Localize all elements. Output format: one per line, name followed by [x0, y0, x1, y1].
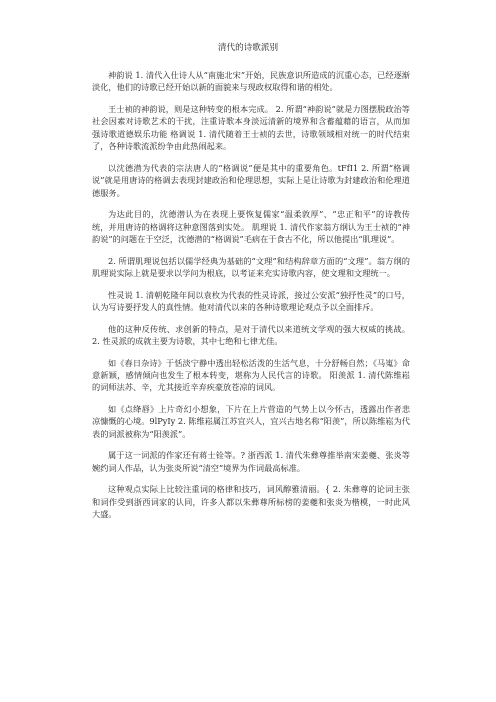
paragraph-1: 神韵说 1. 清代入仕诗人从“南施北宋”开始，民族意识所造成的沉重心态，已经逐渐淡化，他们的诗歌已经开始以新的面貌来与现政权取得和谐的相处。: [92, 70, 410, 93]
paragraph-7: 他的这种反传统、求创新的特点，是对于清代以来道统文学观的强大权威的挑战。 2. 性灵派的成就主要为诗歌，其中七绝和七律尤佳。: [92, 323, 410, 347]
paragraph-4: 为达此目的，沈德潜认为在表现上要恢复儒家“温柔敦厚”、“忠正和平”的诗教传统，并用唐诗的格调将这种意图落到实处。 肌理说 1. 清代作家翁方纲认为王士祯的“神韵说”的问题在于空泛，沈德潜的“格调说”毛病在于食古不化，所以他提出“肌理说”。: [92, 209, 410, 245]
paragraph-11: 这种观点实际上比较注重词的格律和技巧，词风醇雅清丽。{ 2. 朱彝尊的论词主张和词作受到浙西词家的认同，许多人都以朱彝尊所标榜的姜夔和张炎为楷模，一时此风大盛。: [92, 484, 410, 520]
paragraph-5: 2. 所谓肌理说包括以儒学经典为基础的“文理”和结构辞章方面的“文理”。翁方纲的肌理说实际上就是要求以学问为根底，以考证来充实诗歌内容，使文理和文理统一。: [92, 255, 410, 279]
paragraph-8: 如《春日杂诗》于恬淡宁静中透出轻松活泼的生活气息，十分舒畅自然；《马嵬》命意新颖，感情倾向也发生了根本转变，堪称为人民代言的诗歌。 阳羡派 1. 清代陈维崧的词师法苏、辛，尤其接近辛弃疾豪放苍凉的词风。: [92, 357, 410, 393]
paragraph-9: 如《点绛唇》上片奇幻小想象，下片在上片营造的气势上以今怀古，透露出作者悲凉慷慨的心境。9lPyIy 2. 陈维崧属江苏宜兴人，宜兴古地名称“阳羡”，所以陈维崧为代表的词派被称为“阳羡派”。: [92, 404, 410, 439]
document-body: [92, 69, 410, 530]
paragraph-6: 性灵说 1. 清朝乾隆年间以袁枚为代表的性灵诗派，接过公安派“独抒性灵”的口号，认为写诗要抒发人的真性情。他对清代以来的各种诗歌理论观点予以全面排斥。: [92, 289, 410, 313]
document-title: 清代的诗歌派别: [217, 43, 279, 53]
paragraph-3: 以沈德潜为代表的宗法唐人的“格调说”便是其中的重要角色。tFfI1 2. 所谓“格调说”就是用唐诗的格调去表现封建政治和伦理思想，实际上是让诗歌为封建政治和伦理道德服务。: [92, 162, 410, 198]
paragraph-10: 属于这一词派的作家还有蒋士铨等。? 浙西派 1. 清代朱彝尊推举南宋姜夔、张炎等婉约词人作品，认为张炎所说“清空”境界为作词最高标准。: [92, 450, 410, 473]
paragraph-2: 王士祯的神韵说，则是这种转变的根本完成。 2. 所谓“神韵说”就是力图摆脱政治等社会因素对诗歌艺术的干扰，注重诗歌本身淡远清新的境界和含蓄蕴藉的语言，从而加强诗歌道德娱乐功能 格调说 1. 清代随着王士祯的去世，诗歌领域相对统一的时代结束了，各种诗歌流派纷争由此热闹起来。: [92, 104, 410, 152]
